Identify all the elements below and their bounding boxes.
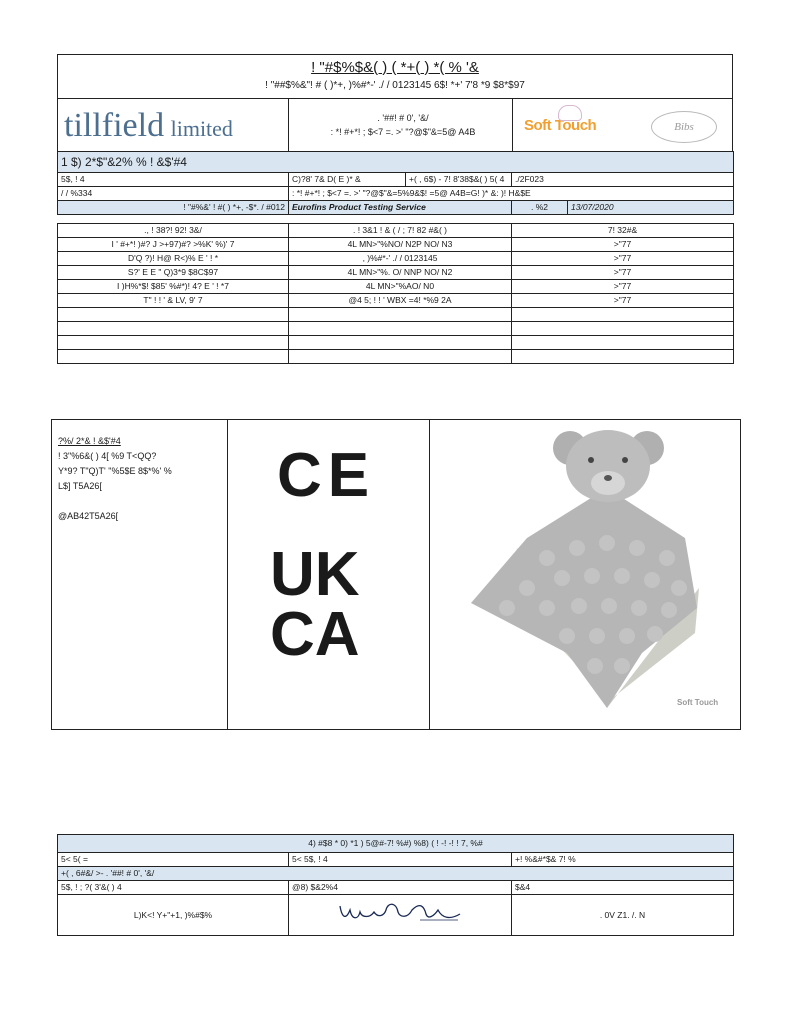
- standards-cell: I )H%*$! $85' %#*)! 4? E ' ! *7: [58, 280, 289, 294]
- standards-cell: >"77: [512, 294, 734, 308]
- label-line-2: ! 3"%6&( ) 4[ %9 T<QQ?: [58, 451, 157, 461]
- standards-empty-cell: [512, 350, 734, 364]
- row2-col2: : *! #+*! ; $<7 =. >' "?@$"&=5%9&$! =5@ A4B=G! )* &: )! H&$E: [289, 187, 734, 201]
- standards-row: [58, 238, 734, 252]
- test-date: 13/07/2020: [568, 201, 734, 215]
- signatory-name: L)K<! Y+"+1, )%#$%: [58, 895, 289, 936]
- label-line-5: @AB42T5A26[: [58, 511, 119, 521]
- standards-empty-cell: [289, 322, 512, 336]
- signoff-r1-c1: 5< 5( =: [58, 853, 289, 867]
- standards-empty-cell: [512, 336, 734, 350]
- label-line-3: Y*9? T"Q)T' "%5$E 8$*%' %: [58, 466, 172, 476]
- row1-col3: +( , 6$) - 7! 8'38$&( ) 5( 4: [406, 173, 512, 187]
- bibs-logo: Bibs: [651, 111, 717, 143]
- signoff-r1-c2: 5< 5$, ! 4: [289, 853, 512, 867]
- standards-cell: , )%#*-' ./ / 0123145: [289, 252, 512, 266]
- standards-empty-row: [58, 350, 734, 364]
- standards-empty-cell: [289, 336, 512, 350]
- test-date-label: . %2: [512, 201, 568, 215]
- soft-touch-bear-icon: [558, 105, 582, 121]
- standards-empty-cell: [58, 308, 289, 322]
- standards-cell: . ! 3&1 ! & ( / ; 7! 82 #&( ): [289, 224, 512, 238]
- tillfield-suffix: limited: [170, 116, 233, 141]
- company-address: [294, 111, 512, 139]
- standards-empty-cell: [58, 350, 289, 364]
- signoff-r1-c3: +! %&#*$& 7! %: [512, 853, 734, 867]
- label-heading: ?%/ 2*& ! &$'#4: [58, 436, 121, 446]
- standards-cell: T" ! ! ' & LV, 9' 7: [58, 294, 289, 308]
- standards-cell: I ' #+*! )#? J >+97)#? >%K' %)' 7: [58, 238, 289, 252]
- comforter-blanket: [471, 488, 697, 708]
- signoff-r3-c3: $&4: [512, 881, 734, 895]
- test-lab-name: Eurofins Product Testing Service: [289, 201, 512, 215]
- signoff-r2: +( , 6#&/ >- . '##! # 0', '&/: [58, 867, 734, 881]
- standards-row: [58, 294, 734, 308]
- standards-empty-cell: [289, 350, 512, 364]
- standards-empty-row: [58, 308, 734, 322]
- standards-cell: 4L MN>"%. O/ NNP NO/ N2: [289, 266, 512, 280]
- standards-empty-cell: [289, 308, 512, 322]
- signature-cell: [289, 895, 512, 936]
- section-header: 1 $) 2*$"&2% % ! &$'#4: [58, 152, 734, 173]
- standards-empty-cell: [512, 322, 734, 336]
- label-line-4: L$] T5A26[: [58, 481, 102, 491]
- standards-row: [58, 280, 734, 294]
- row1-col1: 5$, ! 4: [58, 173, 289, 187]
- signature: [330, 898, 470, 928]
- document-subtitle: ! "##$%&"! # ( )*+, )%#*-' ./ / 0123145 6$! *+' 7'8 *9 $8*$97: [265, 80, 525, 91]
- row1-col4: ./2F023: [512, 173, 734, 187]
- standards-empty-row: [58, 336, 734, 350]
- signoff-table: [57, 834, 734, 936]
- address-line-2: : *! #+*! ; $<7 =. >' "?@$"&=5@ A4B: [330, 127, 476, 137]
- soft-touch-logo: Soft Touch: [524, 117, 597, 134]
- bear-muzzle: [591, 471, 625, 495]
- standards-cell: >"77: [512, 252, 734, 266]
- ukca-mark: UK CA: [270, 540, 360, 669]
- test-lab-label: ! "#%&' ! #( ) *+, -$*. / #012: [58, 201, 289, 215]
- standards-cell: S?' E E " Q)3*9 $8C$97: [58, 266, 289, 280]
- bear-nose: [604, 475, 612, 481]
- signoff-r3-c1: 5$, ! ; ?( 3'&( ) 4: [58, 881, 289, 895]
- logo-row: [57, 98, 733, 152]
- standards-cell: D'Q ?)! H@ R<)% E ' ! *: [58, 252, 289, 266]
- standards-empty-cell: [58, 322, 289, 336]
- standards-row: [58, 224, 734, 238]
- signoff-date: . 0V Z1. /. N: [512, 895, 734, 936]
- product-photo: [467, 428, 747, 726]
- ce-mark: CE: [277, 441, 376, 510]
- standards-cell: 4L MN>"%AO/ N0: [289, 280, 512, 294]
- standards-empty-cell: [58, 336, 289, 350]
- address-line-1: . '##! # 0', '&/: [377, 113, 429, 123]
- row1-col2: C)?8' 7& D( E )* &: [289, 173, 406, 187]
- tillfield-logo: [64, 107, 288, 147]
- photo-brand-watermark: Soft Touch: [677, 698, 719, 707]
- tillfield-wordmark: tillfield: [64, 107, 165, 144]
- standards-row: [58, 252, 734, 266]
- standards-cell: 4L MN>"%NO/ N2P NO/ N3: [289, 238, 512, 252]
- bear-right-eye: [622, 457, 628, 463]
- standards-cell: 7! 32#&: [512, 224, 734, 238]
- standards-cell: @4 5; ! ! ' WBX =4! *%9 2A: [289, 294, 512, 308]
- signoff-r3-c2: @8) $&2%4: [289, 881, 512, 895]
- document-title: ! "#$%$&( ) ( *+( ) *( % '&: [311, 59, 479, 76]
- bear-left-eye: [588, 457, 594, 463]
- label-info: [58, 434, 172, 524]
- standards-row: [58, 266, 734, 280]
- standards-cell: >"77: [512, 238, 734, 252]
- standards-cell: >"77: [512, 280, 734, 294]
- marking-panel: [51, 419, 741, 730]
- standards-cell: >"77: [512, 266, 734, 280]
- standards-cell: ., ! 38?! 92! 3&/: [58, 224, 289, 238]
- signoff-header: 4) #$8 * 0) *1 ) 5@#-7! %#) %8) ( ! -! -! ! 7, %#: [58, 835, 734, 853]
- header-box: [57, 54, 733, 99]
- details-table: [57, 151, 734, 215]
- standards-empty-cell: [512, 308, 734, 322]
- standards-table: [57, 223, 734, 364]
- row2-col1: / / %334: [58, 187, 289, 201]
- standards-empty-row: [58, 322, 734, 336]
